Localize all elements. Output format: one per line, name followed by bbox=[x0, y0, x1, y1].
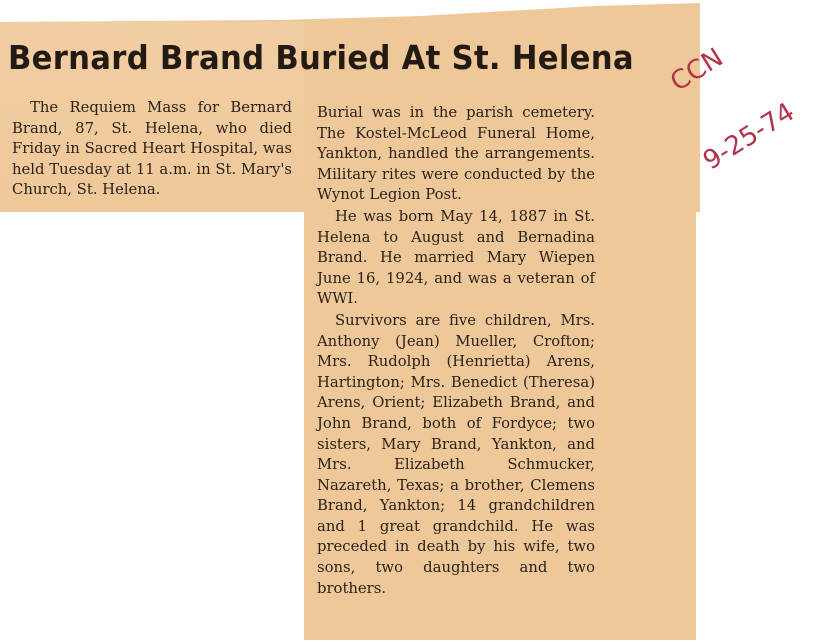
paragraph-birth: He was born May 14, 1887 in St. Helena to August and Bernadina Brand. He married Mary Wiepen June 16, 1924, and was a veteran of WWI. bbox=[317, 207, 595, 308]
article-headline: Bernard Brand Buried At St. Helena bbox=[8, 38, 634, 77]
left-column bbox=[12, 98, 292, 201]
paragraph-requiem: The Requiem Mass for Bernard Brand, 87, St. Helena, who died Friday in Sacred Heart Hospital, was held Tuesday at 11 a.m. in St. Mary's Church, St. Helena. bbox=[12, 99, 292, 198]
annotation-date: 9-25-74 bbox=[698, 97, 800, 177]
paragraph-burial: Burial was in the parish cemetery. The Kostel-McLeod Funeral Home, Yankton, handled the arrangements. Military rites were conducted by the Wynot Legion Post. bbox=[317, 104, 595, 204]
annotation-initials: CCN bbox=[665, 42, 729, 98]
right-column bbox=[317, 103, 595, 599]
paragraph-survivors: Survivors are five children, Mrs. Anthony (Jean) Mueller, Crofton; Mrs. Rudolph (Henrietta) Arens, Hartington; Mrs. Benedict (Theresa) Arens, Orient; Elizabeth Brand, and John Brand, both of Fordyce; two sisters, Mary Brand, Yankton, and Mrs. Elizabeth Schmucker, Nazareth, Texas; a brother, Clemens Brand, Yankton; 14 grandchildren and 1 great grandchild. He was preceded in death by his wife, two sons, two daughters and two brothers. bbox=[317, 311, 595, 597]
